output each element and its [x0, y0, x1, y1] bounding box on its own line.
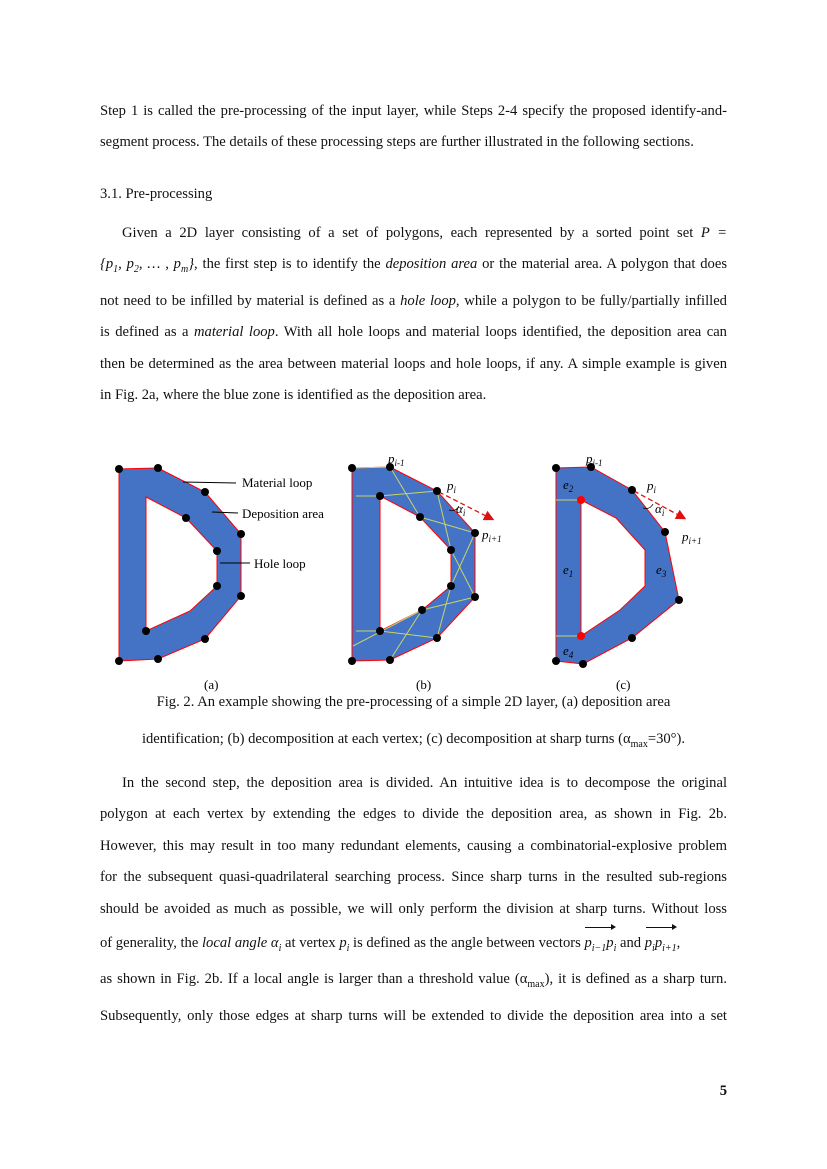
- intro-line-1: Step 1 is called the pre-processing of the input layer, while Steps 2-4 specify the proposed identify-and-: [100, 103, 727, 119]
- figure-2: [100, 450, 727, 695]
- panel-b-label-prev: $p_{i-1}$: [388, 451, 405, 468]
- callout-hole-loop: Hole loop: [254, 556, 306, 571]
- edge-label-e1: $e_1$: [563, 562, 574, 579]
- panel-a-label: (a): [204, 677, 219, 692]
- section-heading: 3.1. Pre-processing: [100, 186, 213, 202]
- panel-c-label-angle: $\alpha_i$: [655, 501, 665, 518]
- para2-line-5: should be avoided as much as possible, we will only perform the division at sharp turns. Without loss: [100, 900, 727, 917]
- para1-line-6: in Fig. 2a, where the blue zone is identified as the deposition area.: [100, 386, 487, 403]
- callout-material-loop: Material loop: [242, 475, 313, 490]
- panel-b-label-cur: $p_i$: [447, 478, 457, 495]
- para2-line-4: for the subsequent quasi-quadrilateral searching process. Since sharp turns in the resulted sub-regions: [100, 869, 727, 886]
- vector-prev: $p_{i-1}p_i$: [584, 925, 616, 964]
- math-P: P =: [700, 225, 727, 241]
- edge-label-e3: $e_3$: [656, 562, 667, 579]
- para2-line-2: polygon at each vertex by extending the edges to divide the deposition area, as shown in Fig. 2b.: [100, 806, 727, 823]
- para1-line-3: not need to be infilled by material is defined as a hole loop, while a polygon to be fully/partially infilled: [100, 292, 727, 309]
- para2-line-6: of generality, the local angle $\alpha_i$ at vertex $p_i$ is defined as the angle between vectors $p_{i-1}p_i$ and $p_ip_{i+1}$,: [100, 925, 727, 964]
- para1-line-5: then be determined as the area between material loops and hole loops, if any. A simple example is given: [100, 355, 727, 372]
- panel-b-shape: [348, 463, 492, 665]
- panel-b-label-angle: $\alpha_i$: [456, 501, 466, 518]
- preprocessing-paragraph: [100, 218, 727, 411]
- para1-line-4: is defined as a material loop. With all hole loops and material loops identified, the deposition area can: [100, 324, 727, 341]
- page-number: 5: [719, 1083, 727, 1099]
- panel-c-label: (c): [616, 677, 631, 692]
- math-point-set: {$p_1$, $p_2$, … , $p_m$}: [100, 256, 195, 276]
- panel-c-label-next: $p_{i+1}$: [682, 529, 702, 546]
- panel-a-shape: [115, 464, 250, 665]
- para2-line-7: as shown in Fig. 2b. If a local angle is larger than a threshold value $(\alpha_{max})$, it is defined as a sharp turn.: [100, 971, 727, 991]
- panel-b-label-next: $p_{i+1}$: [482, 527, 502, 544]
- edge-label-e2: $e_2$: [563, 477, 574, 494]
- edge-label-e4: $e_4$: [563, 643, 574, 660]
- para2-line-8: Subsequently, only those edges at sharp turns will be extended to divide the deposition area into a set: [100, 1007, 727, 1024]
- division-paragraph: [100, 768, 727, 1032]
- para2-line-3: However, this may result in too many redundant elements, causing a combinatorial-explosive problem: [100, 837, 727, 854]
- figure-caption-line-1: Fig. 2. An example showing the pre-processing of a simple 2D layer, (a) deposition area: [156, 694, 671, 710]
- intro-paragraph: [100, 96, 727, 159]
- para2-line-1: In the second step, the deposition area is divided. An intuitive idea is to decompose the original: [122, 775, 727, 791]
- figure-caption-line-2: identification; (b) decomposition at each vertex; (c) decomposition at sharp turns $(\alpha_{max}=30^\circ)$.: [141, 731, 686, 750]
- math-alpha-i: $\alpha_i$: [270, 935, 282, 954]
- panel-c-label-prev: $p_{i-1}$: [586, 451, 603, 468]
- panel-c-label-cur: $p_i$: [647, 478, 657, 495]
- vector-next: $p_ip_{i+1}$: [645, 925, 677, 964]
- intro-line-2: segment process. The details of these processing steps are further illustrated in the following sections.: [100, 134, 694, 151]
- para1-line-1: Given a 2D layer consisting of a set of polygons, each represented by a sorted point set P =: [122, 225, 727, 241]
- callout-deposition-area: Deposition area: [242, 506, 324, 521]
- panel-b-label: (b): [416, 677, 432, 692]
- para1-line-2: {$p_1$, $p_2$, … , $p_m$}, the first step is to identify the deposition area or the material area. A polygon that does: [100, 256, 727, 276]
